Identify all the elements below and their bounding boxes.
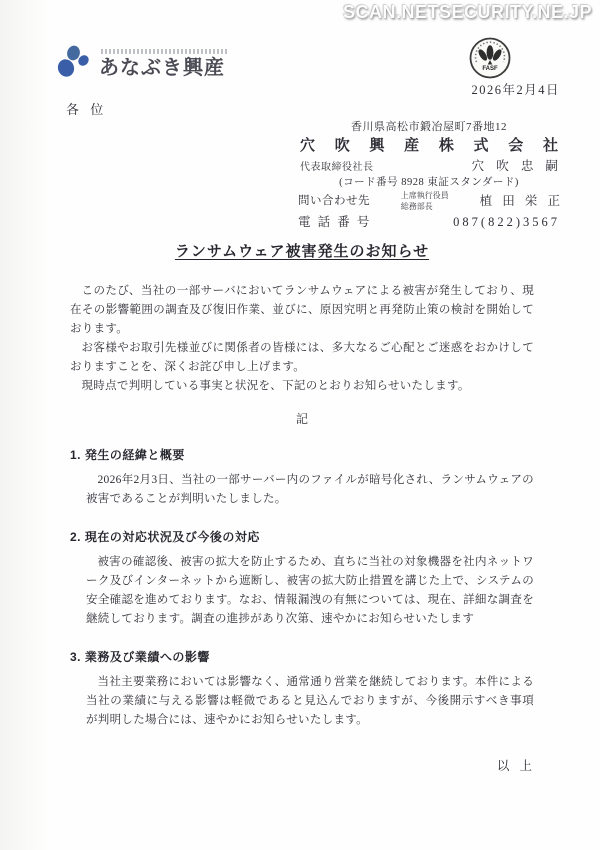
record-mark: 記 <box>295 412 308 426</box>
president-line <box>296 159 562 175</box>
section-3-heading: 3. 業務及び業績への影響 <box>70 650 210 664</box>
phone-label: 電 話 番 号 <box>298 215 370 230</box>
document-body <box>70 240 534 774</box>
contact-label: 問い合わせ先 <box>298 195 370 208</box>
intro-paragraph-3: 現時点で判明している事実と状況を、下記のとおりお知らせいたします。 <box>81 380 470 392</box>
intro-paragraph-1: このたび、当社の一部サーバにおいてランサムウェアによる被害が発生しており、現在その影響範囲の調査及び復旧作業、並びに、原因究明と再発防止策の検討を開始しております。 <box>70 285 534 335</box>
fasf-seal-icon <box>468 36 512 80</box>
contact-person-name: 植 田 栄 正 <box>479 193 560 208</box>
document-date: 2026年2月4日 <box>471 83 560 97</box>
intro-paragraph-2: お客様やお取引先様並びに関係者の皆様には、多大なるご心配とご迷惑をおかけしておりますことを、深くお詫び申し上げます。 <box>70 342 534 373</box>
section-2 <box>70 528 534 629</box>
section-3-body: 当社主要業務においては影響なく、通常通り営業を継続しております。本件による当社の業績に与える影響は軽微であると見込んでおりますが、今後開示すべき事項が判明した場合には、速やかにお知らせいたします。 <box>86 676 534 726</box>
seal-label-text: FASF <box>482 66 498 72</box>
section-3 <box>70 648 534 730</box>
closing-mark: 以 上 <box>496 759 532 773</box>
section-1-body: 2026年2月3日、当社の一部サーバー内のファイルが暗号化され、ランサムウェアの被害であることが判明いたしました。 <box>86 474 534 505</box>
document-title: ランサムウェア被害発生のお知らせ <box>174 243 430 260</box>
section-2-heading: 2. 現在の対応状況及び今後の対応 <box>70 530 260 544</box>
phone-number: 087(822)3567 <box>453 215 560 230</box>
company-logo <box>56 44 229 80</box>
company-signature-block <box>296 121 562 231</box>
president-name: 穴 吹 忠 嗣 <box>471 158 558 173</box>
section-2-body: 被害の確認後、被害の拡大を防止するため、直ちに当社の対象機器を社内ネットワーク及びインターネットから遮断し、被害の拡大防止措置を講じた上で、システムの安全確認を進めております。なお、情報漏洩の有無については、現在、詳細な調査を継続しております。調査の進捗があり次第、速やかにお知らせいたします <box>86 556 534 625</box>
contact-line <box>296 191 562 212</box>
president-title: 代表取締役社長 <box>300 161 374 173</box>
salutation: 各 位 <box>66 102 104 117</box>
phone-line <box>296 215 562 231</box>
logo-company-name: あなぶき興産 <box>99 57 225 79</box>
anabuki-logo-icon <box>56 44 92 80</box>
company-address: 香川県高松市鍛冶屋町7番地12 <box>351 121 507 133</box>
site-watermark: SCAN.NETSECURITY.NE.JP <box>342 2 592 22</box>
contact-title-2: 総務部長 <box>400 201 433 211</box>
section-1-heading: 1. 発生の経緯と概要 <box>70 448 185 462</box>
stock-code-line: (コード番号 8928 東証スタンダード) <box>339 177 519 189</box>
logo-tagline-smudge <box>101 49 229 54</box>
company-name: 穴吹興産株式会社 <box>300 137 558 154</box>
logo-text-column <box>99 49 229 80</box>
contact-titles <box>401 191 449 212</box>
contact-title-1: 上席執行役員 <box>400 191 449 201</box>
section-1 <box>70 446 534 509</box>
